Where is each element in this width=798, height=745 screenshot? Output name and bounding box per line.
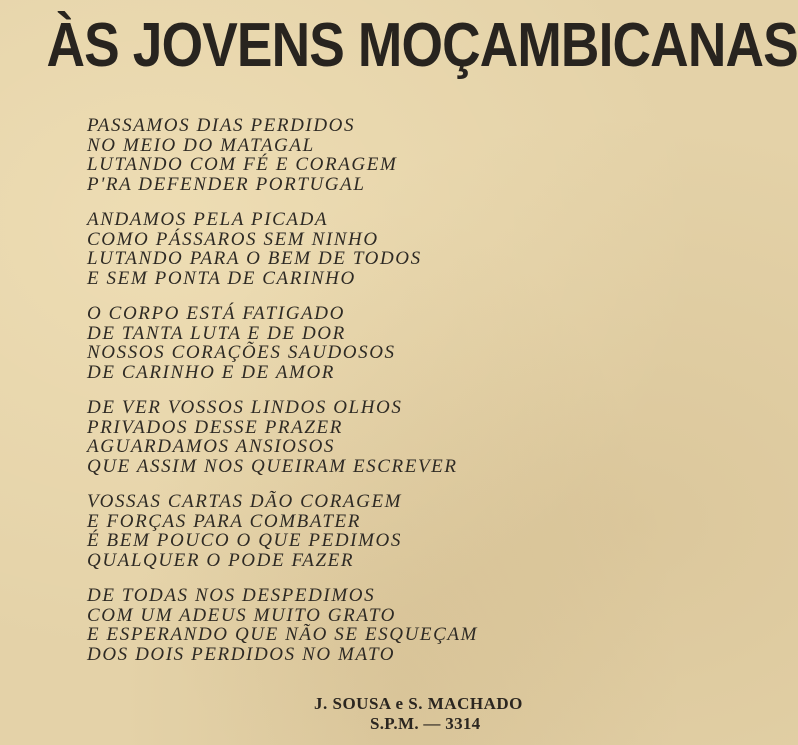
poem-line: QUALQUER O PODE FAZER bbox=[87, 549, 355, 571]
poem-line: P'RA DEFENDER PORTUGAL bbox=[87, 173, 366, 195]
stanza bbox=[87, 116, 647, 194]
stanza bbox=[87, 586, 647, 664]
poem-line: COMO PÁSSAROS SEM NINHO bbox=[87, 228, 379, 250]
poem-line: LUTANDO COM FÉ E CORAGEM bbox=[87, 154, 398, 175]
poem-line: NOSSOS CORAÇÕES SAUDOSOS bbox=[87, 342, 396, 363]
stanza bbox=[87, 304, 647, 382]
stanza bbox=[87, 210, 647, 288]
poem-line: E FORÇAS PARA COMBATER bbox=[87, 510, 361, 532]
poem-body bbox=[87, 116, 647, 680]
poem-line: DOS DOIS PERDIDOS NO MATO bbox=[87, 643, 396, 665]
stanza bbox=[87, 492, 647, 570]
poem-line: VOSSAS CARTAS DÃO CORAGEM bbox=[87, 491, 403, 512]
poem-line: LUTANDO PARA O BEM DE TODOS bbox=[87, 248, 422, 269]
poem-line: ANDAMOS PELA PICADA bbox=[87, 209, 329, 230]
poem-line: NO MEIO DO MATAGAL bbox=[87, 134, 315, 156]
poem-title: ÀS JOVENS MOÇAMBICANAS bbox=[46, 11, 798, 80]
poem-line: AGUARDAMOS ANSIOSOS bbox=[87, 436, 335, 457]
poem-line: PASSAMOS DIAS PERDIDOS bbox=[87, 115, 356, 136]
signature-spm: S.P.M. — 3314 bbox=[370, 714, 481, 733]
poem-line: E ESPERANDO QUE NÃO SE ESQUEÇAM bbox=[87, 624, 479, 645]
poem-line: DE TANTA LUTA E DE DOR bbox=[87, 322, 346, 344]
stanza bbox=[87, 398, 647, 476]
poem-line: E SEM PONTA DE CARINHO bbox=[87, 267, 356, 289]
poem-line: DE TODAS NOS DESPEDIMOS bbox=[87, 585, 376, 606]
poem-line: PRIVADOS DESSE PRAZER bbox=[87, 416, 343, 438]
poem-line: O CORPO ESTÁ FATIGADO bbox=[87, 303, 345, 324]
poem-line: QUE ASSIM NOS QUEIRAM ESCREVER bbox=[87, 455, 458, 477]
poem-line: É BEM POUCO O QUE PEDIMOS bbox=[87, 530, 402, 551]
signature bbox=[300, 694, 630, 734]
signature-names: J. SOUSA e S. MACHADO bbox=[314, 694, 523, 713]
poem-line: DE VER VOSSOS LINDOS OLHOS bbox=[87, 397, 403, 418]
poem-line: COM UM ADEUS MUITO GRATO bbox=[87, 604, 396, 626]
poem-line: DE CARINHO E DE AMOR bbox=[87, 361, 336, 383]
